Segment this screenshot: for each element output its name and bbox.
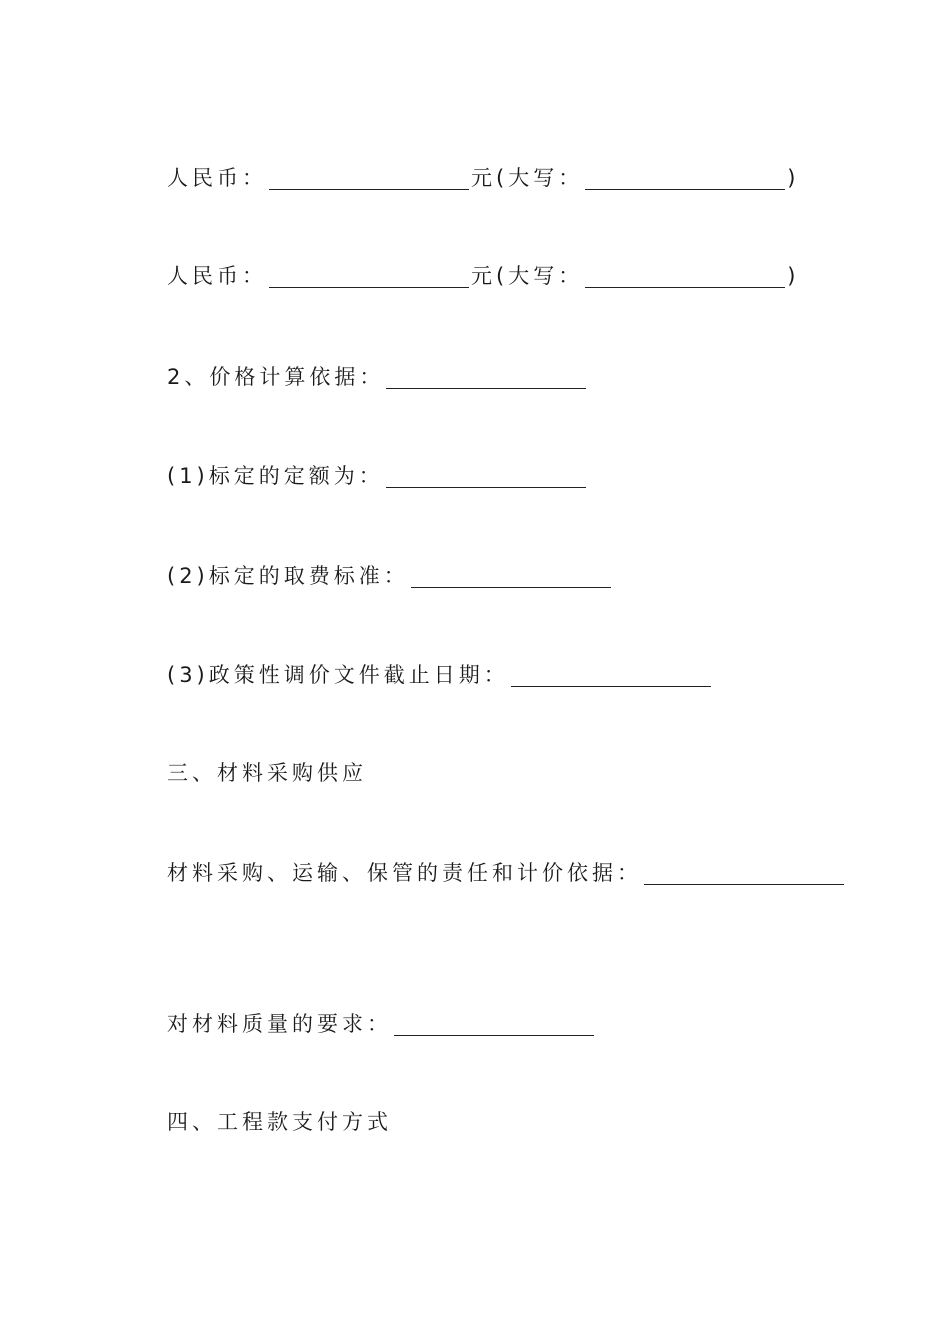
- quality-blank[interactable]: [394, 1013, 594, 1036]
- rmb-label: 人民币：: [167, 166, 267, 190]
- rmb-amount-line-1: [167, 163, 799, 193]
- procurement-blank[interactable]: [644, 862, 844, 885]
- price-basis-label: 2、价格计算依据：: [167, 365, 385, 389]
- quality-label: 对材料质量的要求：: [167, 1012, 392, 1036]
- quota-blank[interactable]: [386, 465, 586, 488]
- amount-blank[interactable]: [269, 265, 469, 288]
- quality-line: [167, 1009, 596, 1039]
- policy-deadline-line: [167, 660, 713, 690]
- rmb-label: 人民币：: [167, 264, 267, 288]
- price-basis-blank[interactable]: [386, 366, 586, 389]
- section-3-title: 三、材料采购供应: [167, 761, 367, 785]
- policy-deadline-blank[interactable]: [511, 664, 711, 687]
- quota-line: [167, 461, 588, 491]
- price-basis-line: [167, 362, 588, 392]
- section-4-heading: [167, 1107, 392, 1137]
- rmb-amount-line-2: [167, 261, 799, 291]
- fee-standard-label: (2)标定的取费标准：: [167, 564, 409, 588]
- quota-label: (1)标定的定额为：: [167, 464, 384, 488]
- closing-paren: ): [787, 264, 800, 288]
- amount-blank[interactable]: [269, 167, 469, 190]
- section-3-heading: [167, 758, 367, 788]
- procurement-label: 材料采购、运输、保管的责任和计价依据：: [167, 861, 642, 885]
- uppercase-blank[interactable]: [585, 265, 785, 288]
- fee-standard-blank[interactable]: [411, 565, 611, 588]
- uppercase-blank[interactable]: [585, 167, 785, 190]
- procurement-line: [167, 858, 846, 888]
- closing-paren: ): [787, 166, 800, 190]
- section-4-title: 四、工程款支付方式: [167, 1110, 392, 1134]
- policy-deadline-label: (3)政策性调价文件截止日期：: [167, 663, 509, 687]
- uppercase-label: 元(大写：: [471, 166, 584, 190]
- uppercase-label: 元(大写：: [471, 264, 584, 288]
- fee-standard-line: [167, 561, 613, 591]
